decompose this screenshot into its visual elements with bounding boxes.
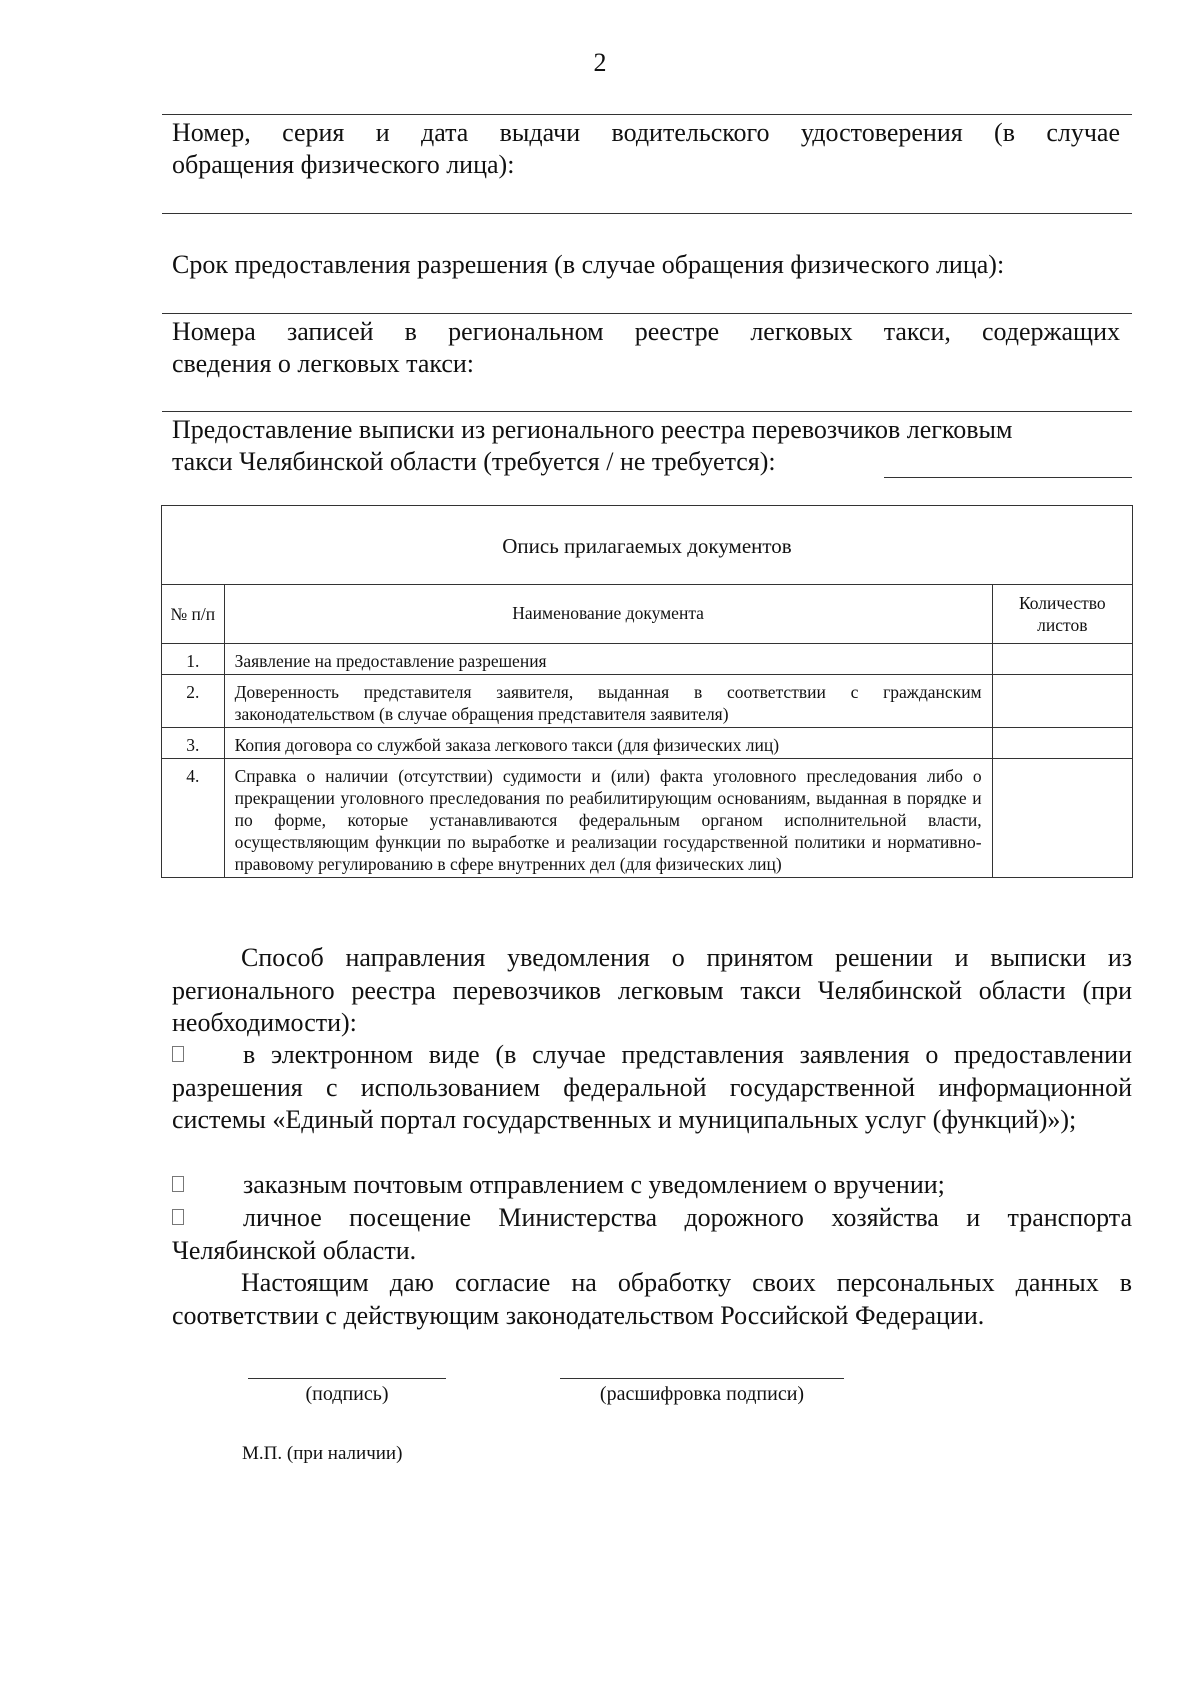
signature-line[interactable] <box>248 1378 446 1379</box>
option-visit-label: личное посещение Министерства дорожного хозяйства и транспорта Челябинской области. <box>172 1203 1132 1265</box>
table-caption: Опись прилагаемых документов <box>162 506 1133 585</box>
table-caption-row <box>162 506 1133 585</box>
documents-table <box>161 505 1133 878</box>
row-count-cell[interactable] <box>992 644 1132 675</box>
signature-decoding-caption: (расшифровка подписи) <box>599 1383 805 1405</box>
permit-term-answer-line[interactable] <box>162 313 1132 314</box>
table-row <box>162 644 1133 675</box>
extract-answer-line[interactable] <box>884 477 1132 478</box>
extract-line-1: Предоставление выписки из регионального реестра перевозчиков легковым <box>172 415 1013 444</box>
row-num: 1. <box>162 644 225 675</box>
option-electronic-label: в электронном виде (в случае представления заявления о предоставлении разрешения с использованием федеральной государственной информационной системы «Единый портал государственных и муниципальных услуг (функций)»); <box>172 1040 1132 1134</box>
row-name: Доверенность представителя заявителя, выданная в соответствии с гражданским законодательством (в случае обращения представителя заявителя) <box>224 675 992 728</box>
registry-records-line-2: сведения о легковых такси: <box>172 349 475 378</box>
header-name: Наименование документа <box>224 585 992 644</box>
consent-text: Настоящим даю согласие на обработку своих персональных данных в соответствии с действующим законодательством Российской Федерации. <box>172 1268 1132 1330</box>
table-row <box>162 728 1133 759</box>
notification-option-electronic <box>172 1039 1132 1137</box>
notification-intro: Способ направления уведомления о принятом решении и выписки из регионального реестра перевозчиков легковым такси Челябинской области (при необходимости): <box>172 943 1132 1037</box>
row-num: 2. <box>162 675 225 728</box>
signature-caption: (подпись) <box>305 1383 389 1405</box>
driver-license-line-1: Номер, серия и дата выдачи водительского удостоверения (в случае <box>172 118 1120 147</box>
checkbox-electronic[interactable] <box>172 1046 184 1062</box>
extract-line-2: такси Челябинской области (требуется / не требуется): <box>172 447 776 476</box>
extract-field-label <box>172 414 1120 478</box>
driver-license-line-2: обращения физического лица): <box>172 150 515 179</box>
notification-option-mail <box>172 1169 1132 1202</box>
notification-option-visit <box>172 1202 1132 1267</box>
field-top-rule <box>162 114 1132 115</box>
registry-records-field-label <box>172 316 1120 380</box>
driver-license-answer-line[interactable] <box>162 213 1132 214</box>
registry-records-answer-line[interactable] <box>162 411 1132 412</box>
header-num: № п/п <box>162 585 225 644</box>
row-num: 3. <box>162 728 225 759</box>
row-name: Справка о наличии (отсутствии) судимости и (или) факта уголовного преследования либо о прекращении уголовного преследования по реабилитирующим основаниям, выданная в порядке и по форме, которые устанавливаются федеральным органом исполнительной власти, осуществляющим функции по выработке и реализации государственной политики и нормативно-правовому регулированию в сфере внутренних дел (для физических лиц) <box>224 759 992 878</box>
driver-license-field-label <box>172 117 1120 181</box>
row-count-cell[interactable] <box>992 675 1132 728</box>
stamp-note: М.П. (при наличии) <box>242 1443 403 1464</box>
checkbox-mail[interactable] <box>172 1176 184 1192</box>
table-row <box>162 759 1133 878</box>
row-num: 4. <box>162 759 225 878</box>
header-count: Количество листов <box>992 585 1132 644</box>
row-count-cell[interactable] <box>992 728 1132 759</box>
table-row <box>162 675 1133 728</box>
page-number: 2 <box>593 48 607 77</box>
row-name: Копия договора со службой заказа легкового такси (для физических лиц) <box>224 728 992 759</box>
checkbox-visit[interactable] <box>172 1209 184 1225</box>
table-header-row <box>162 585 1133 644</box>
row-count-cell[interactable] <box>992 759 1132 878</box>
row-name: Заявление на предоставление разрешения <box>224 644 992 675</box>
signature-decoding-line[interactable] <box>560 1378 844 1379</box>
permit-term-field-label: Срок предоставления разрешения (в случае обращения физического лица): <box>172 250 1005 279</box>
registry-records-line-1: Номера записей в региональном реестре легковых такси, содержащих <box>172 317 1120 346</box>
option-mail-label: заказным почтовым отправлением с уведомлением о вручении; <box>243 1170 945 1199</box>
